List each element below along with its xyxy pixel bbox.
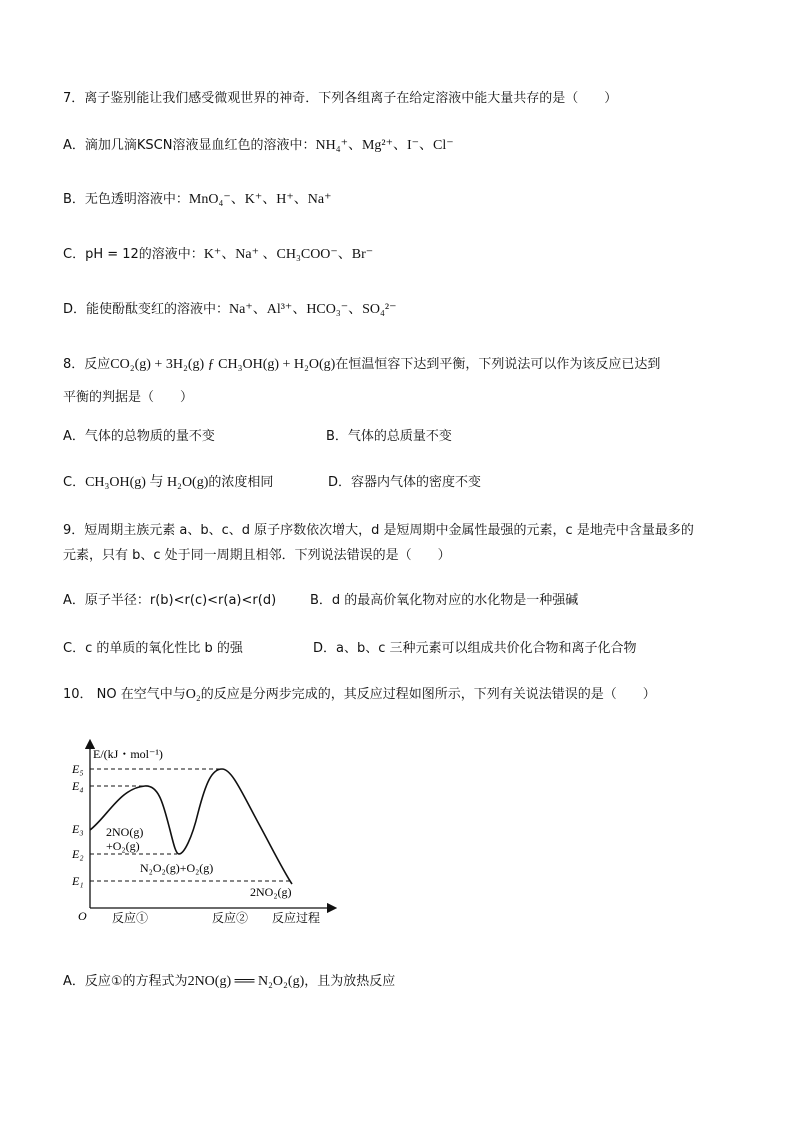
q8-stem-prefix: 8．反应 — [63, 357, 111, 372]
x-label-reaction-1: 反应① — [112, 911, 149, 925]
q10-stem-prefix: 10． NO 在空气中与 — [63, 687, 186, 702]
q8-c-formula: CH₃OH(g) 与 H₂O(g) — [85, 475, 209, 490]
q10-a-text: A．反应①的方程式为 — [63, 974, 188, 989]
q10-a-equation: 2NO(g) ══ N₂O₂(g) — [187, 974, 305, 989]
q8-stem-suffix: 在恒温恒容下达到平衡，下列说法可以作为该反应已达到 — [335, 357, 661, 372]
q9-option-d: D．a、b、c 三种元素可以组成共价化合物和离子化合物 — [313, 641, 637, 656]
q7-b-text: B．无色透明溶液中： — [63, 192, 189, 207]
q8-stem-line2: 平衡的判据是（ ） — [63, 390, 194, 405]
q7-c-ions: K⁺、Na⁺ 、CH₃COO⁻、Br⁻ — [203, 247, 374, 262]
q7-option-d — [63, 301, 397, 319]
q8-option-b: B．气体的总质量不变 — [326, 429, 452, 444]
q7-d-text: D．能使酚酞变红的溶液中： — [63, 302, 230, 317]
q10-stem — [63, 686, 656, 704]
q10-a-suffix: ，且为放热反应 — [304, 974, 396, 989]
q8-option-c — [63, 474, 273, 492]
q9-stem-line1: 9．短周期主族元素 a、b、c、d 原子序数依次增大，d 是短周期中金属性最强的元素，c 是地壳中含量最多的 — [63, 523, 694, 538]
q7-option-c — [63, 246, 373, 264]
x-label-reaction-2: 反应② — [212, 911, 249, 925]
q8-stem-line1 — [63, 356, 660, 374]
q7-a-text: A．滴加几滴KSCN溶液显血红色的溶液中： — [63, 138, 316, 153]
q8-equation: CO₂(g) + 3H₂(g) ƒ CH₃OH(g) + H₂O(g) — [110, 357, 336, 372]
species-2no: 2NO(g) — [106, 825, 144, 839]
energy-profile-diagram — [60, 738, 350, 932]
q9-option-a: A．原子半径：r(b)<r(c)<r(a)<r(d) — [63, 593, 277, 608]
q7-option-b — [63, 191, 331, 209]
q8-c-text: 的浓度相同 — [208, 475, 274, 490]
y-axis-label: E/(kJ・mol⁻¹) — [93, 747, 163, 761]
q8-option-d: D．容器内气体的密度不变 — [328, 475, 482, 490]
x-axis-label: 反应过程 — [272, 911, 321, 925]
q10-o2: O₂ — [185, 687, 201, 702]
q7-a-ions: NH₄⁺、Mg²⁺、I⁻、Cl⁻ — [315, 138, 454, 153]
q8-c-label: C． — [63, 475, 86, 490]
e3-label: E₃ — [72, 822, 84, 836]
q7-option-a — [63, 137, 454, 155]
q9-stem-line2: 元素，只有 b、c 处于同一周期且相邻．下列说法错误的是（ ） — [63, 548, 451, 563]
species-n2o2: N₂O₂(g)+O₂(g) — [140, 861, 214, 875]
q10-stem-suffix: 的反应是分两步完成的，其反应过程如图所示，下列有关说法错误的是（ ） — [200, 687, 656, 702]
q7-b-ions: MnO₄⁻、K⁺、H⁺、Na⁺ — [188, 192, 332, 207]
e2-label: E₂ — [72, 847, 84, 861]
q9-option-b: B．d 的最高价氧化物对应的水化物是一种强碱 — [310, 593, 579, 608]
e4-label: E₄ — [72, 779, 84, 793]
q10-option-a — [63, 973, 395, 991]
q7-stem: 7．离子鉴别能让我们感受微观世界的神奇．下列各组离子在给定溶液中能大量共存的是（ ） — [63, 91, 618, 106]
q7-d-ions: Na⁺、Al³⁺、HCO₃⁻、SO₄²⁻ — [229, 302, 397, 317]
species-o2: +O₂(g) — [106, 839, 140, 853]
e5-label: E₅ — [72, 762, 84, 776]
q7-c-text: C．pH = 12的溶液中： — [63, 247, 204, 262]
origin-label: O — [78, 909, 87, 923]
q9-option-c: C．c 的单质的氧化性比 b 的强 — [63, 641, 243, 656]
q8-option-a: A．气体的总物质的量不变 — [63, 429, 215, 444]
species-2no2: 2NO₂(g) — [250, 885, 292, 899]
e1-label: E₁ — [72, 874, 84, 888]
